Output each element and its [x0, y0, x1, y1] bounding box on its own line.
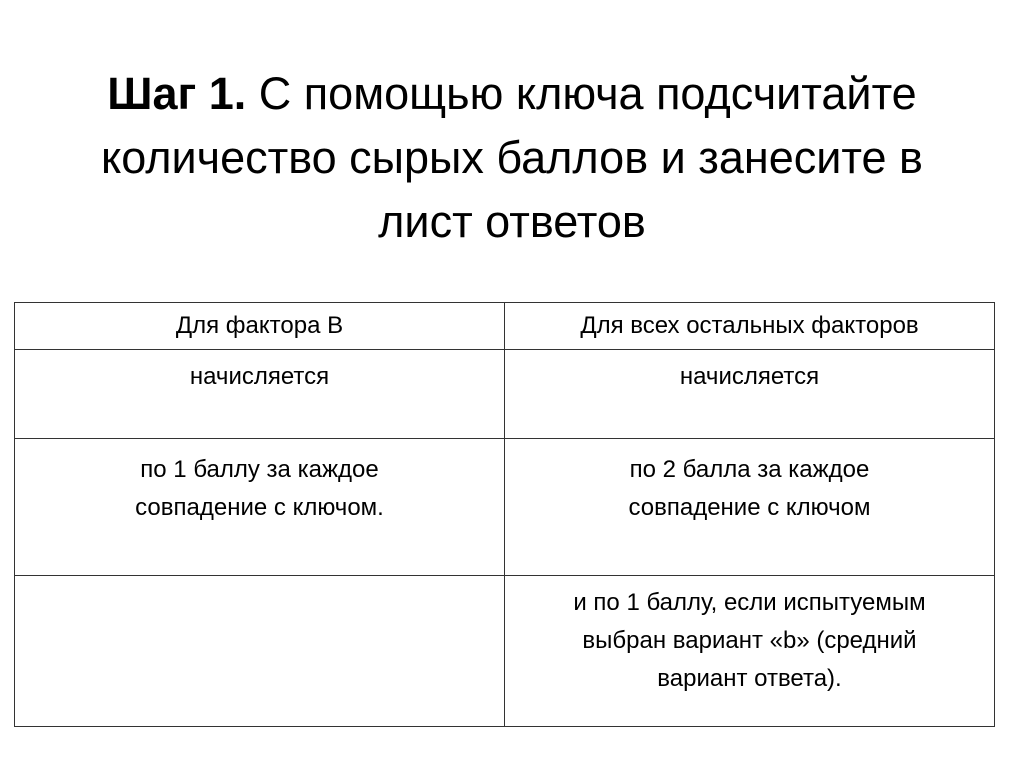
- table-cell: [505, 576, 995, 727]
- slide-title: [0, 62, 1024, 254]
- cell-line: вариант ответа).: [657, 665, 842, 692]
- scoring-table: [14, 302, 995, 727]
- cell-line: совпадение с ключом: [628, 494, 871, 521]
- table-header-row: [15, 303, 995, 350]
- title-line-2: количество сырых баллов и занесите в: [101, 132, 923, 183]
- title-line-3: лист ответов: [378, 196, 646, 247]
- title-step: Шаг 1.: [107, 68, 247, 119]
- cell-line: и по 1 баллу, если испытуемым: [573, 589, 926, 616]
- cell-line: по 2 балла за каждое: [629, 456, 870, 483]
- table-row: [15, 439, 995, 576]
- header-other-factors: Для всех остальных факторов: [505, 303, 995, 350]
- table-cell: [15, 439, 505, 576]
- header-factor-b: Для фактора В: [15, 303, 505, 350]
- table-row: [15, 350, 995, 439]
- table-row: [15, 576, 995, 727]
- cell-line: выбран вариант «b» (средний: [582, 627, 917, 654]
- table-cell: начисляется: [505, 350, 995, 439]
- title-line-1: С помощью ключа подсчитайте: [246, 68, 917, 119]
- table-cell: [505, 439, 995, 576]
- cell-line: совпадение с ключом.: [135, 494, 384, 521]
- table-cell-empty: [15, 576, 505, 727]
- cell-line: по 1 баллу за каждое: [140, 456, 379, 483]
- table-cell: начисляется: [15, 350, 505, 439]
